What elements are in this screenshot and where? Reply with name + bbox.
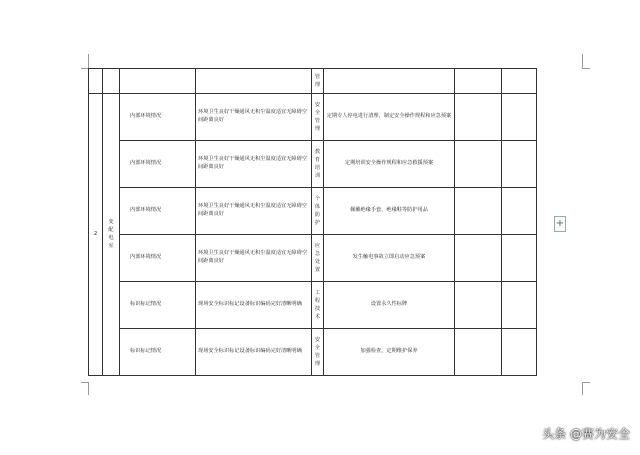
cell-group-name[interactable] (103, 94, 120, 376)
cell-extra1[interactable] (455, 329, 502, 376)
cell-type[interactable] (312, 69, 324, 94)
table-row (89, 282, 537, 329)
cell-extra1[interactable] (455, 188, 502, 235)
cell-extra2[interactable] (502, 235, 537, 282)
cell-measure[interactable]: 设置永久性标牌 (324, 282, 455, 329)
cell-standard[interactable] (196, 69, 312, 94)
cell-extra2[interactable] (502, 69, 537, 94)
type-label: 教育培训 (314, 148, 321, 179)
cell-standard[interactable]: 环境卫生良好干燥通风无积尘温度适宜无障碍空间距离良好 (196, 188, 312, 235)
cell-extra2[interactable] (502, 282, 537, 329)
cell-type[interactable] (312, 188, 324, 235)
cell-measure[interactable]: 发生触电事故立即启动应急预案 (324, 235, 455, 282)
cell-measure[interactable] (324, 69, 455, 94)
cell-item[interactable]: 标识标记情况 (120, 282, 196, 329)
corner-mark-top-left (81, 54, 89, 69)
table-row (89, 329, 537, 376)
cell-item[interactable]: 内部环境情况 (120, 235, 196, 282)
cell-item[interactable] (120, 69, 196, 94)
cell-extra1[interactable] (455, 235, 502, 282)
cell-item[interactable]: 内部环境情况 (120, 141, 196, 188)
type-label: 安全管理 (314, 101, 321, 132)
cell-extra1[interactable] (455, 141, 502, 188)
group-name-label: 变配电室 (108, 219, 114, 250)
type-label: 管理 (314, 73, 321, 88)
cell-extra2[interactable] (502, 188, 537, 235)
cell-extra2[interactable] (502, 94, 537, 141)
cell-group-number[interactable]: 2 (89, 94, 103, 376)
watermark-text: 头条 @赛为安全 (542, 427, 630, 441)
corner-mark-top-right (582, 54, 590, 69)
cell-type[interactable] (312, 141, 324, 188)
add-column-button[interactable]: + (554, 216, 566, 232)
cell-measure[interactable]: 佩戴绝缘手套、绝缘鞋等防护用品 (324, 188, 455, 235)
cell-extra1[interactable] (455, 282, 502, 329)
type-label: 安全管理 (314, 336, 321, 367)
cell-extra2[interactable] (502, 329, 537, 376)
type-label: 应急处置 (314, 242, 321, 273)
table-row (89, 235, 537, 282)
table-row (89, 188, 537, 235)
type-label: 个体防护 (314, 195, 321, 226)
cell-extra2[interactable] (502, 141, 537, 188)
table-row (89, 69, 537, 94)
cell-standard[interactable]: 环境卫生良好干燥通风无积尘温度适宜无障碍空间距离良好 (196, 235, 312, 282)
cell-type[interactable] (312, 282, 324, 329)
hazard-control-table (88, 68, 537, 376)
cell-standard[interactable]: 现场安全标识标记设备标识编码完好清晰明确 (196, 282, 312, 329)
cell-standard[interactable]: 环境卫生良好干燥通风无积尘温度适宜无障碍空间距离良好 (196, 141, 312, 188)
table-row (89, 94, 537, 141)
cell-item[interactable]: 内部环境情况 (120, 94, 196, 141)
type-label: 工程技术 (314, 289, 321, 320)
cell-standard[interactable]: 现场安全标识标记设备标识编码完好清晰明确 (196, 329, 312, 376)
cell-item[interactable]: 内部环境情况 (120, 188, 196, 235)
cell-name[interactable] (103, 69, 120, 94)
cell-extra1[interactable] (455, 69, 502, 94)
cell-type[interactable] (312, 235, 324, 282)
cell-measure[interactable]: 加强检查，定期维护保养 (324, 329, 455, 376)
cell-measure[interactable]: 定期培训安全操作规程和应急救援预案 (324, 141, 455, 188)
corner-mark-bottom-left (81, 382, 89, 395)
cell-standard[interactable]: 环境卫生良好干燥通风无积尘温度适宜无障碍空间距离良好 (196, 94, 312, 141)
cell-type[interactable] (312, 329, 324, 376)
cell-item[interactable]: 标识标记情况 (120, 329, 196, 376)
cell-measure[interactable]: 定期专人停电进行清理，制定安全操作规程和应急预案 (324, 94, 455, 141)
corner-mark-bottom-right (582, 382, 590, 395)
table-row (89, 141, 537, 188)
cell-num[interactable] (89, 69, 103, 94)
cell-extra1[interactable] (455, 94, 502, 141)
cell-type[interactable] (312, 94, 324, 141)
